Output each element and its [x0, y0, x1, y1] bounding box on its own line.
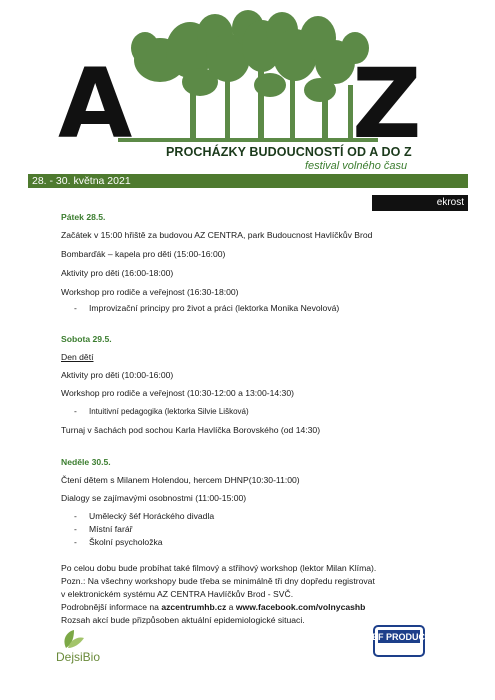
- note-registration: Pozn.: Na všechny workshopy bude třeba se minimálně tři dny dopředu registrovat: [61, 576, 375, 586]
- friday-line-3: Aktivity pro děti (16:00-18:00): [61, 268, 174, 278]
- bullet-dash: -: [74, 406, 77, 416]
- date-banner: [28, 174, 468, 188]
- friday-line-2: Bombarďák – kapela pro děti (15:00-16:00): [61, 249, 226, 259]
- bullet-dash: -: [74, 524, 77, 534]
- note-epidemic: Rozsah akcí bude přizpůsoben aktuální epidemiologické situaci.: [61, 615, 305, 625]
- note-film-workshop: Po celou dobu bude probíhat také filmový a střihový workshop (lektor Milan Klíma).: [61, 563, 377, 573]
- saturday-line-1: Aktivity pro děti (10:00-16:00): [61, 370, 174, 380]
- festival-subtitle: festival volného času: [305, 160, 408, 172]
- saturday-chess: Turnaj v šachách pod sochou Karla Havlíčka Borovského (od 14:30): [61, 425, 321, 435]
- sunday-guest-2: Místní farář: [89, 524, 133, 534]
- saturday-heading: Sobota 29.5.: [61, 334, 112, 344]
- sunday-heading: Neděle 30.5.: [61, 457, 111, 467]
- sunday-guest-1: Umělecký šéf Horáckého divadla: [89, 511, 215, 521]
- saturday-line-2: Workshop pro rodiče a veřejnost (10:30-12:00 a 13:00-14:30): [61, 388, 294, 398]
- friday-workshop-topic: Improvizační principy pro život a práci (lektorka Monika Nevolová): [89, 303, 340, 313]
- bullet-dash: -: [74, 537, 77, 547]
- belief-production-logo: [351, 625, 447, 657]
- saturday-theme: Den dětí: [61, 352, 94, 362]
- ekrost-logo: ekrost: [372, 195, 468, 211]
- bullet-dash: -: [74, 511, 77, 521]
- dejsibio-text: DejsiBio: [56, 650, 101, 664]
- logo-letter-a: A: [58, 48, 133, 160]
- friday-line-4: Workshop pro rodiče a veřejnost (16:30-18:00): [61, 287, 239, 297]
- logo-letter-z: Z: [352, 48, 422, 160]
- svg-text:BELIEF PRODUCTION: BELIEF PRODUCTION: [351, 632, 447, 642]
- sunday-guest-3: Školní psycholožka: [89, 537, 163, 547]
- note-more-info: Podrobnější informace na azcentrumhb.cz a www.facebook.com/volnycashb: [61, 602, 366, 612]
- link-facebook[interactable]: www.facebook.com/volnycashb: [235, 602, 366, 612]
- saturday-workshop-topic: Intuitivní pedagogika (lektorka Silvie Lišková): [89, 407, 249, 416]
- sunday-line-2: Dialogy se zajímavými osobnostmi (11:00-15:00): [61, 493, 247, 503]
- bullet-dash: -: [74, 303, 77, 313]
- festival-title: PROCHÁZKY BUDOUCNOSTÍ OD A DO Z: [166, 145, 412, 159]
- date-text: 28. - 30. května 2021: [32, 175, 131, 187]
- link-azcentrum[interactable]: azcentrumhb.cz: [161, 602, 227, 612]
- friday-heading: Pátek 28.5.: [61, 212, 106, 222]
- sunday-line-1: Čtení dětem s Milanem Holendou, hercem DHNP(10:30-11:00): [61, 475, 300, 485]
- note-registration-system: v elektronickém systému AZ CENTRA Havlíčkův Brod - SVČ.: [61, 589, 294, 599]
- friday-line-1: Začátek v 15:00 hřiště za budovou AZ CENTRA, park Budoucnost Havlíčkův Brod: [61, 230, 373, 240]
